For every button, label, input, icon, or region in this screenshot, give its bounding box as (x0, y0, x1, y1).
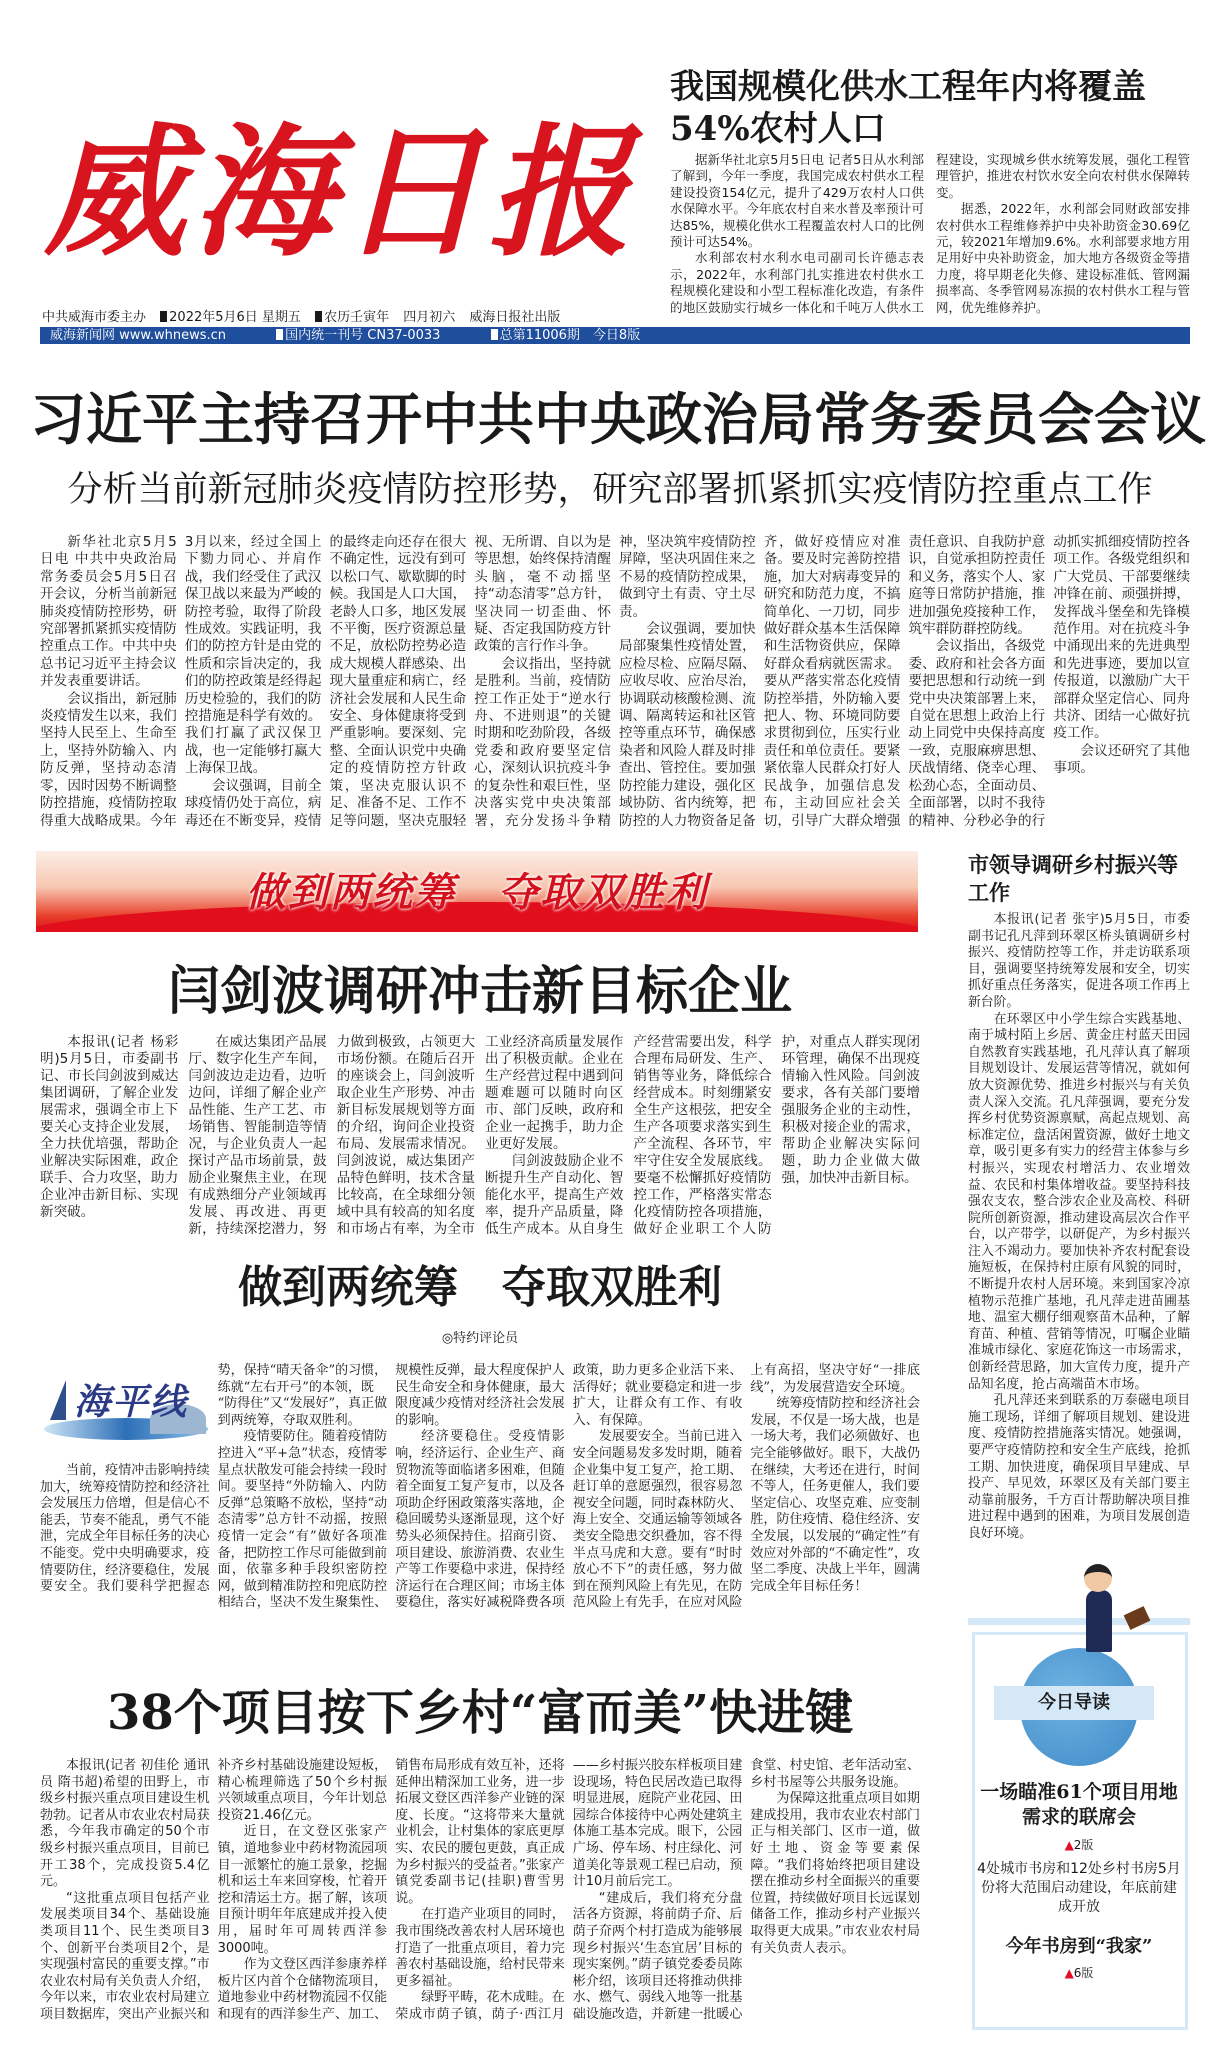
briefcase-icon (1124, 1606, 1151, 1630)
paragraph: 统筹疫情防控和经济社会发展，不仅是一场大战，也是一场大考，我们必须做好、也完全能够做好。眼下，大战仍在继续，大考还在进行，时间不等人，任务更催人，我们要坚定信心、攻坚克难、应变制胜，防住疫情、稳住经济、安全发展，以发展的“确定性”有效应对外部的“不确定性”，攻坚二季度、决战上半年，圆满完成全年目标任务！ (750, 1396, 920, 1594)
projects-story-body (40, 1758, 920, 2024)
guide-item-2-page[interactable] (976, 1964, 1182, 1981)
square-bullet-icon (315, 311, 322, 322)
website[interactable]: 威海新闻网 www.whnews.cn (50, 328, 227, 343)
guide-item-2-summary: 4处城市书房和12处乡村书房5月份将大范围启动建设，年底前建成开放 (977, 1861, 1181, 1915)
page-ref: 6版 (1073, 1966, 1094, 1980)
guide-item-2-title[interactable]: 今年书房到“我家” (1005, 1936, 1153, 1957)
page-ref: 2版 (1073, 1838, 1094, 1852)
paragraph: 当前，疫情冲击影响持续加大，统筹疫情防控和经济社会发展压力倍增，但是信心不能丢，节奏不能乱，勇气不能泄，完成全年目标任务的决心不能变。党中央明确要求，疫情要防住，经济要稳住，发展要安全。我们要科学把握态势，保持“晴天备伞”的习惯，练就“左右开弓”的本领，既 (40, 1363, 388, 1595)
headline-line: 54%农村人口 (670, 109, 886, 149)
issue-number: 总第11006期 今日8版 (499, 328, 641, 343)
square-bullet-icon (160, 311, 167, 322)
square-bullet-icon (276, 329, 283, 340)
paragraph: 本报讯(记者 初佳伦 通讯员 隋书超)希望的田野上，市级乡村振兴重点项目建设生机勃勃。记者从市农业农村局获悉，今年我市确定的50个市级乡村振兴重点项目，目前已开工38个，完成投资5.4亿元。 (40, 1758, 210, 1890)
rural-story-body (968, 912, 1190, 1543)
paragraph: 据悉，2022年，水利部会同财政部安排农村供水工程维修养护中央补助资金30.69亿元，较2021年增加9.6%。水利部要求地方用足用好中央补助资金，加大地方各级资金等措力度，将早期老化失修、建设标准低、管网漏损率高、冬季管网易冻损的农村供水工程与管网，优先维修养护。 (936, 201, 1190, 315)
issue-date: 2022年5月6日 星期五 (169, 310, 301, 325)
paragraph: “建成后，我们将充分盘活各方资源，将前荫子夼、后荫子夼两个村打造成为能够展现乡村振兴‘生态宜居’目标的现实案例。”荫子镇党委委员陈彬介绍，该项目还将推动供排水、燃气、弱线入地等一批基础设施改造，并新建一批暖心食堂、村史馆、老年活动室、乡村书屋等公共服务设施。 (572, 1758, 920, 2022)
businessman-head-icon (1084, 1564, 1112, 1592)
paragraph: 新华社北京5月5日电 中共中央政治局常务委员会5月5日召开会议，分析当前新冠肺炎疫情防控形势，研究部署抓紧抓实疫情防控重点工作。中共中央总书记习近平主持会议并发表重要讲话。 (40, 534, 177, 690)
paragraph: 会议指出，新冠肺炎疫情发生以来，我们坚持人民至上、生命至上，坚持外防输入、内防反弹，坚持动态清零，因时因势不断调整防控措施，疫情防控取得重大战略成果。今年3月以来，经过全国上下勠力同心、并肩作战，我们经受住了武汉保卫战以来最为严峻的防控考验，取得了阶段性成效。实践证明，我们的防控方针是由党的性质和宗旨决定的，我们的防控政策是经得起历史检验的，我们的防控措施是科学有效的。我们打赢了武汉保卫战，也一定能够打赢大上海保卫战。 (40, 534, 322, 829)
paragraph: 为保障这批重点项目如期建成投用，我市农业农村部门正与相关部门、区市一道，做好土地、资金等要素保障。“我们将始终把项目建设摆在推动乡村全面振兴的重要位置，持续做好项目长远谋划储备工作，推动乡村产业振兴取得更大成果。”市农业农村局有关负责人表示。 (750, 1791, 920, 1956)
yan-story-body (40, 1034, 920, 1238)
commentary-byline: ◎特约评论员 (441, 1331, 519, 1346)
press: 威海日报社出版 (469, 310, 561, 325)
paragraph: 孔凡萍还来到联系的万泰磁电项目施工现场，详细了解项目规划、建设进度、疫情防控措施落实情况。她强调，要严守疫情防控和安全生产底线，抢抓工期、加快进度，确保项目早建成、早投产、早见效，环翠区及有关部门要主动靠前服务，千方百计帮助解决项目推进过程中遇到的困难，为项目发展创造良好环境。 (968, 1393, 1190, 1541)
guide-item-1-title[interactable]: 一场瞄准61个项目用地需求的联席会 (980, 1781, 1178, 1828)
lead-story-body (40, 534, 1190, 830)
paragraph: 经济要稳住。受疫情影响，经济运行、企业生产、商贸物流等面临诸多困难，但随着全面复工复产复市，以及各项助企纾困政策落实落地，企稳回暖势头逐渐显现，这个好势头必须保持住。招商引资、项目建设、旅游消费、农业生产等工作要稳中求进，保持经济运行在合理区间；市场主体要稳住，落实好减税降费各项政策，助力更多企业活下来、活得好；就业要稳定和进一步扩大，让群众有工作、有收入、有保障。 (395, 1363, 743, 1611)
paragraph: 在威达集团产品展厅、数字化生产车间，闫剑波边走边看，边听边问，详细了解企业产品性能、生产工艺、市场销售、智能制造等情况，与企业负责人一起探讨产品市场前景，鼓励企业聚焦主业，在现有成熟细分产业领域再发展、再改进、再更新，持续深挖潜力，努力做到极致，占领更大市场份额。在随后召开的座谈会上，闫剑波听取企业生产形势、冲击新目标发展规划等方面的介绍，询问企业投资布局、发展需求情况。闫剑波说，威达集团产品特色鲜明，技术含量比较高，在全球细分领域中具有较高的知名度和市场占有率，为全市工业经济高质量发展作出了积极贡献。企业在生产经营过程中遇到问题难题可以随时向区市、部门反映，政府和企业一起携手，助力企业更好发展。 (188, 1034, 624, 1237)
column-logo-text: 海平线 (74, 1382, 189, 1423)
guide-bar (968, 1618, 1190, 1625)
paragraph: “防得住”又“发展好”，真正做到两统筹，夺取双胜利。 (217, 1396, 388, 1428)
paragraph: 会议还研究了其他事项。 (1053, 742, 1190, 777)
paragraph: 会议指出，各级党委、政府和社会各方面要把思想和行动统一到党中央决策部署上来，自觉在思想上政治上行动上同党中央保持高度一致，克服麻痹思想、厌战情绪、侥幸心理、松劲心态，全面动员、全面部署，以时不我待的精神、分秒必争的行动抓实抓细疫情防控各项工作。各级党组织和广大党员、干部要继续冲锋在前、顽强拼搏，发挥战斗堡垒和先锋模范作用。对在抗疫斗争中涌现出来的先进典型和先进事迹，要加以宣传报道，以激励广大干部群众坚定信心、同舟共济、团结一心做好抗疫工作。 (908, 534, 1190, 829)
banner-text: 做到两统筹 夺取双胜利 (246, 870, 708, 916)
rural-story-headline[interactable]: 市领导调研乡村振兴等工作 (968, 853, 1178, 905)
column-logo-haipingxian (40, 1366, 208, 1452)
todays-guide (968, 1540, 1190, 2034)
paragraph: 本报讯(记者 杨彩明)5月5日，市委副书记、市长闫剑波到威达集团调研，了解企业发展需求，强调全市上下要关心支持企业发展，全力扶优培强，帮助企业解决实际困难，政企联手、合力攻坚，助力企业冲击新目标、实现新突破。 (40, 1034, 179, 1220)
paragraph: 据新华社北京5月5日电 记者5日从水利部了解到，今年一季度，我国完成农村供水工程建设投资154亿元，提升了429万农村人口供水保障水平。今年底农村自来水普及率预计可达85%，规模化供水工程覆盖农村人口的比例预计可达54%。 (670, 152, 924, 250)
top-story-body (670, 152, 1190, 316)
paragraph: 会议强调，目前全球疫情仍处于高位，病毒还在不断变异，疫情的最终走向还存在很大不确定性，远没有到可以松口气、歇歇脚的时候。我国是人口大国，老龄人口多，地区发展不平衡，医疗资源总量不足，放松防控势必造成大规模人群感染、出现大量重症和病亡，经济社会发展和人民生命安全、身体健康将受到严重影响。要深刻、完整、全面认识党中央确定的疫情防控方针政策，坚决克服认识不足、准备不足、工作不足等问题，坚决克服轻视、无所谓、自以为是等思想，始终保持清醒头脑，毫不动摇坚持“动态清零”总方针，坚决同一切歪曲、怀疑、否定我国防疫方针政策的言行作斗争。 (184, 534, 611, 829)
paragraph: 疫情要防住。随着疫情防控进入“平+急”状态，疫情零星点状散发可能会持续一段时间。要坚持“外防输入、内防反弹”总策略不放松，坚持“动态清零”总方针不动摇，按照疫情一定会“有”做好各项准备，把防控工作尽可能做到前面，依靠多种手段织密防控网，做到精准防控和兜底防控相结合，坚决不发生聚集性、规模性反弹，最大程度保护人民生命安全和身体健康，最大限度减少疫情对经济社会发展的影响。 (217, 1363, 565, 1611)
lunar-day: 四月初六 (403, 310, 456, 325)
headline-line: 我国规模化供水工程年内将覆盖 (670, 67, 1146, 107)
paragraph: 会议强调，要加快局部聚集性疫情处置，应检尽检、应隔尽隔、应收尽收、应治尽治，协调联动核酸检测、流调、隔离转运和社区管控等重点环节，确保感染者和风险人群及时排查出、管控住。要加强防控能力建设，强化区域协防、省内统筹，把防控的人力物资备足备齐，做好疫情应对准备。要及时完善防控措施，加大对病毒变异的研究和防范力度，不搞简单化、一刀切，同步做好群众基本生活保障和生活物资供应，保障好群众看病就医需求。要从严落实常态化疫情防控举措，外防输入要把人、物、环境同防要求贯彻到位，压实行业责任和单位责任。要紧紧依靠人民群众打好人民战争，加强信息发布，主动回应社会关切，引导广大群众增强责任意识、自我防护意识，自觉承担防控责任和义务，落实个人、家庭等日常防护措施，推进加强免疫接种工作，筑牢群防群控防线。 (619, 534, 1046, 829)
commentary-headline[interactable]: 做到两统筹 夺取双胜利 (238, 1262, 722, 1313)
paragraph: “这批重点项目包括产业发展类项目34个、基础设施类项目11个、民生类项目3个、创新平台类项目2个，是实现强村富民的重要支撑。”市农业农村局有关负责人介绍，今年以来，市农业农村局建立项目数据库，突出产业振兴和补齐乡村基础设施建设短板，精心梳理筛选了50个乡村振兴领域重点项目，今年计划总投资21.46亿元。 (40, 1758, 388, 2022)
paragraph: 近日，在文登区张家产镇，道地参业中药材物流园项目一派繁忙的施工景象，挖掘机和运土车来回穿梭，忙着开挖和清运土方。据了解，该项目预计明年年底建成并投入使用，届时年可周转西洋参3000吨。 (217, 1824, 388, 1956)
triangle-up-icon: ▲ (1064, 1966, 1074, 1980)
paragraph: 本报讯(记者 张宇)5月5日，市委副书记孔凡萍到环翠区桥头镇调研乡村振兴、疫情防控等工作，并走访联系项目，强调要坚持统筹发展和安全，切实抓好重点任务落实，促进各项工作再上新台阶。 (968, 912, 1190, 1010)
yan-story-headline[interactable]: 闫剑波调研冲击新目标企业 (167, 961, 792, 1022)
triangle-up-icon: ▲ (1064, 1838, 1074, 1852)
masthead-info (42, 306, 652, 325)
sailboat-icon (50, 1380, 66, 1420)
cn-number: 国内统一刊号 CN37-0033 (285, 328, 441, 343)
businessman-illustration (1086, 1590, 1112, 1652)
publisher: 中共威海市委主办 (42, 310, 147, 325)
lead-headline[interactable]: 习近平主持召开中共中央政治局常务委员会会议 (30, 387, 1206, 453)
paragraph: 水利部农村水利水电司副司长许德志表示，2022年，水利部门扎实推进农村供水工程规模化建设和小型工程标准化改造，有条件的地区鼓励实行城乡一体化和千吨万人供水工程建设，实现城乡供水统筹发展，强化工程管理管护，推进农村饮水安全向农村供水保障转变。 (670, 152, 1190, 315)
campaign-banner (36, 851, 918, 932)
paragraph: 发展要安全。当前已进入安全问题易发多发时期，随着企业集中复工复产，抢工期、赶订单的意愿强烈，很容易忽视安全问题，同时森林防火、海上安全、交通运输等领域各类安全隐患交织叠加，容不得半点马虎和大意。要有“时时放心不下”的责任感，努力做到在预判风险上有先见，在防范风险上有先手，在应对风险上有高招，坚决守好“一排底线”，为发展营造安全环境。 (572, 1363, 920, 1611)
paragraph: 会议指出，坚持就是胜利。当前，疫情防控工作正处于“逆水行舟、不进则退”的关键时期和吃劲阶段，各级党委和政府要坚定信心，深刻认识抗疫斗争的复杂性和艰巨性，坚决落实党中央决策部署，充分发扬斗争精神，坚决筑牢疫情防控屏障，坚决巩固住来之不易的疫情防控成果，做到守土有责、守土尽责。 (474, 534, 756, 829)
masthead-bar (40, 327, 1190, 344)
paragraph: 在打造产业项目的同时，我市围绕改善农村人居环境也打造了一批重点项目，着力完善农村基础设施，给村民带来更多福祉。 (395, 1907, 565, 1989)
newspaper-logo: 威海日报 (44, 110, 636, 276)
lunar-year: 农历壬寅年 (324, 310, 390, 325)
paragraph: 绿野平畴，花木成畦。在荣成市荫子镇，荫子·西江月——乡村振兴胶东样板项目建设现场，特色民居改造已取得明显进展，庭院产业花园、田园综合体接待中心两处建筑主体施工基本完成。眼下，公园广场、停车场、村庄绿化、河道美化等景观工程已启动，预计10月前后完工。 (395, 1758, 743, 2022)
square-bullet-icon (491, 329, 498, 340)
paragraph: 闫剑波鼓励企业不断提升生产自动化、智能化水平，提高生产效率，提升产品质量，降低生产成本。从自身生产经营需要出发，科学合理布局研发、生产、销售等业务，降低综合经营成本。时刻绷紧安全生产这根弦，把安全生产各项要求落实到生产全流程、各环节，牢牢守住安全发展底线。要毫不松懈抓好疫情防控工作，严格落实常态化疫情防控各项措施，做好企业职工个人防护，对重点人群实现闭环管理，确保不出现疫情输入性风险。闫剑波要求，各有关部门要增强服务企业的主动性，积极对接企业的需求，帮助企业解决实际问题，助力企业做大做强，加快冲击新目标。 (484, 1034, 920, 1237)
lead-subheadline: 分析当前新冠肺炎疫情防控形势，研究部署抓紧抓实疫情防控重点工作 (67, 470, 1153, 510)
guide-item-1-page[interactable] (976, 1836, 1182, 1853)
paragraph: 作为文登区西洋参康养样板片区内首个仓储物流项目，道地参业中药材物流园不仅能和现有的西洋参生产、加工、销售布局形成有效互补，还将延伸出精深加工业务，进一步拓展文登区西洋参产业链的深度、长度。“这将带来大量就业机会，让村集体的家底更厚实、农民的腰包更鼓，真正成为乡村振兴的受益者。”张家产镇党委副书记(挂职)曹雪男说。 (217, 1758, 565, 2022)
projects-story-headline[interactable]: 38个项目按下乡村“富而美”快进键 (106, 1685, 854, 1741)
guide-label: 今日导读 (994, 1686, 1154, 1720)
top-story-headline[interactable] (670, 66, 1190, 150)
paragraph: 在环翠区中小学生综合实践基地、南于城村陌上乡居、黄金庄村蓝天田园自然教育实践基地，孔凡萍认真了解项目规划设计、发展运营等情况，就如何放大资源优势、推进乡村振兴与有关负责人深入交流。孔凡萍强调，要充分发挥乡村优势资源禀赋，高起点规划、高标准定位，盘活闲置资源，做好土地文章，吸引更多有实力的经营主体参与乡村振兴，实现农村增活力、农业增效益、农民和村集体增收益。要坚持科技强农支农，整合涉农企业及高校、科研院所创新资源，推动建设高层次合作平台，以产带学，以研促产，为乡村振兴注入不竭动力。要加快补齐农村配套设施短板，在保持村庄原有风貌的同时，不断提升农村人居环境。来到国家冷凉植物示范推广基地，孔凡萍走进苗圃基地、温室大棚仔细观察苗木品种，了解育苗、种植、营销等情况，叮嘱企业瞄准城市绿化、家庭花饰这一市场需求，创新经营思路，加大宣传力度，提升产品知名度，抢占高端苗木市场。 (968, 1011, 1190, 1392)
